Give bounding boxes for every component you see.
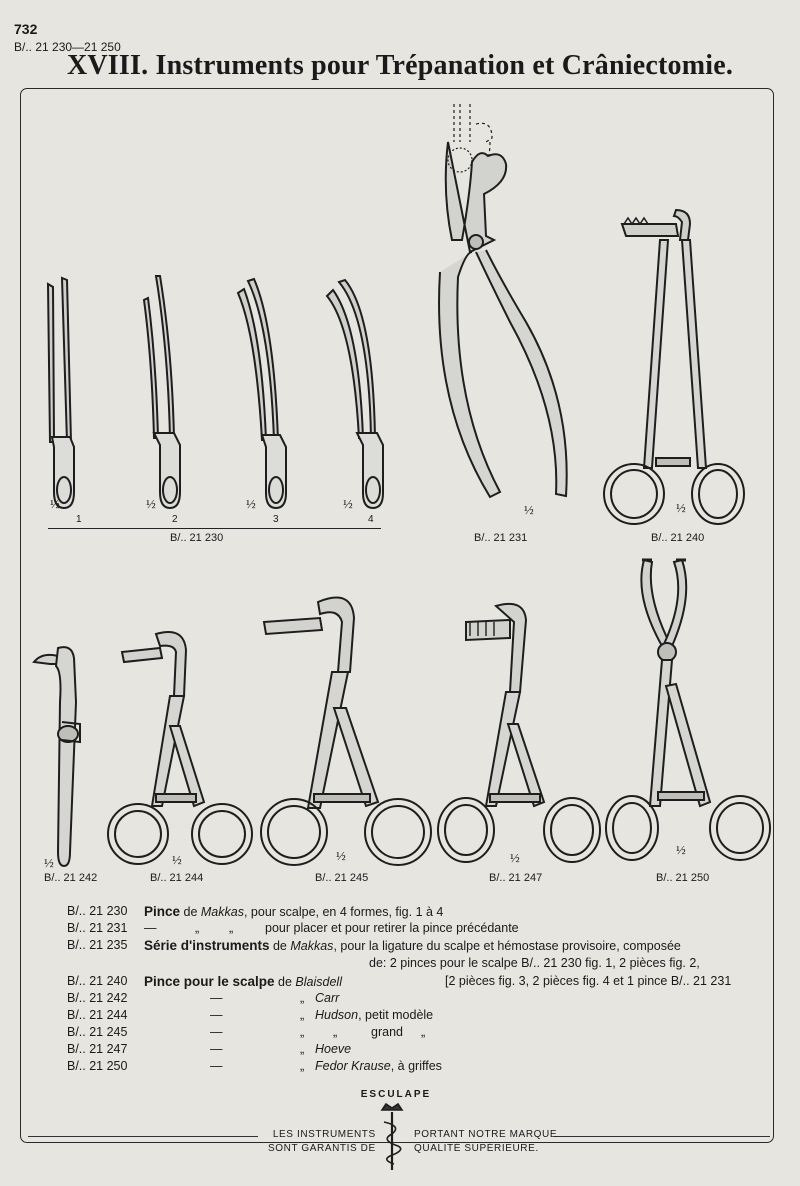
scale-mark: ½ xyxy=(676,842,686,857)
legend-dash: — xyxy=(210,1059,223,1073)
figure-number-1: 1 xyxy=(76,514,82,525)
scale-mark: ½ xyxy=(343,496,353,511)
legend-desc: de: 2 pinces pour le scalpe B/.. 21 230 fig. 1, 2 pièces fig. 2, xyxy=(369,956,700,970)
legend-code: B/.. 21 247 xyxy=(67,1042,128,1056)
legend-ditto: „ xyxy=(195,921,200,935)
legend-ditto: „ xyxy=(300,1025,305,1039)
figure-number-3: 3 xyxy=(273,514,279,525)
legend-code: B/.. 21 231 xyxy=(67,921,128,935)
ref-21242: B/.. 21 242 xyxy=(44,872,98,884)
ref-21240: B/.. 21 240 xyxy=(651,532,705,544)
legend-desc: Pince pour le scalpe de Blaisdell xyxy=(144,974,342,989)
footer-text-right: PORTANT NOTRE MARQUE QUALITÉ SUPÉRIEURE. xyxy=(414,1129,558,1154)
ref-21244: B/.. 21 244 xyxy=(150,872,204,884)
legend-dash: — xyxy=(210,1042,223,1056)
forceps-form-1 xyxy=(40,272,100,512)
scalp-forceps-21250 xyxy=(604,556,774,870)
figure-number-4: 4 xyxy=(368,514,374,525)
legend-dash: — xyxy=(210,1025,223,1039)
legend-desc: [2 pièces fig. 3, 2 pièces fig. 4 et 1 pince B/.. 21 231 xyxy=(445,974,732,988)
legend-code: B/.. 21 230 xyxy=(67,904,128,918)
legend-ditto: „ xyxy=(300,1008,305,1022)
scale-mark: ½ xyxy=(336,848,346,863)
legend-dash: — xyxy=(210,1008,223,1022)
scalp-forceps-21245 xyxy=(258,588,436,870)
legend-ditto: „ xyxy=(229,921,234,935)
legend-name: grand xyxy=(371,1025,403,1039)
legend-code: B/.. 21 250 xyxy=(67,1059,128,1073)
scalp-forceps-21240 xyxy=(598,206,758,536)
ref-21230: B/.. 21 230 xyxy=(170,532,224,544)
footer-line-right xyxy=(554,1136,770,1137)
forceps-form-2 xyxy=(134,270,204,512)
ref-21250: B/.. 21 250 xyxy=(656,872,710,884)
legend-code: B/.. 21 245 xyxy=(67,1025,128,1039)
scale-mark: ½ xyxy=(50,496,60,511)
legend-ditto: „ xyxy=(300,1042,305,1056)
legend-code: B/.. 21 242 xyxy=(67,991,128,1005)
legend-name: Hoeve xyxy=(315,1042,352,1056)
legend-ditto: „ xyxy=(300,991,305,1005)
ref-21245: B/.. 21 245 xyxy=(315,872,369,884)
scale-mark: ½ xyxy=(172,852,182,867)
scale-mark: ½ xyxy=(44,855,54,870)
legend-name: Hudson, petit modèle xyxy=(315,1008,434,1022)
legend-code: B/.. 21 235 xyxy=(67,938,128,952)
reference-range: B/.. 21 230—21 250 xyxy=(14,40,121,54)
legend-code: B/.. 21 244 xyxy=(67,1008,128,1022)
scalp-forceps-21247 xyxy=(436,598,602,870)
legend-name: Carr xyxy=(315,991,340,1005)
scalp-forceps-21244 xyxy=(104,626,256,870)
forceps-form-4 xyxy=(325,278,395,512)
footer-line-left xyxy=(28,1136,258,1137)
legend-ditto: „ xyxy=(421,1025,426,1039)
ref-21247: B/.. 21 247 xyxy=(489,872,543,884)
page-number: 732 xyxy=(14,21,38,37)
forceps-form-3 xyxy=(232,275,302,512)
brand-name: ESCULAPE xyxy=(360,1089,432,1100)
figure-number-2: 2 xyxy=(172,514,178,525)
scale-mark: ½ xyxy=(146,496,156,511)
brand-emblem-icon xyxy=(372,1100,412,1177)
legend-ditto: „ xyxy=(300,1059,305,1073)
legend-name: Fedor Krause, à griffes xyxy=(315,1059,442,1073)
ref-21231: B/.. 21 231 xyxy=(474,532,528,544)
scalp-forceps-21242 xyxy=(30,642,90,870)
footer-text-left: LES INSTRUMENTS SONT GARANTIS DE xyxy=(268,1129,376,1154)
legend-code: B/.. 21 240 xyxy=(67,974,128,988)
group-bracket-line xyxy=(48,528,381,529)
legend-dash: — xyxy=(144,921,157,935)
legend-desc: Série d'instruments de Makkas, pour la ligature du scalpe et hémostase provisoire, composée xyxy=(144,938,681,953)
legend-desc: pour placer et pour retirer la pince précédante xyxy=(265,921,519,935)
scale-mark: ½ xyxy=(246,496,256,511)
forceps-applier-21231 xyxy=(430,102,570,502)
scale-mark: ½ xyxy=(524,502,534,517)
legend-desc: Pince de Makkas, pour scalpe, en 4 formes, fig. 1 à 4 xyxy=(144,904,444,919)
page-title: XVIII. Instruments pour Trépanation et Crâniectomie. xyxy=(66,50,734,81)
legend-dash: — xyxy=(210,991,223,1005)
scale-mark: ½ xyxy=(510,850,520,865)
scale-mark: ½ xyxy=(676,500,686,515)
legend-ditto: „ xyxy=(333,1025,338,1039)
